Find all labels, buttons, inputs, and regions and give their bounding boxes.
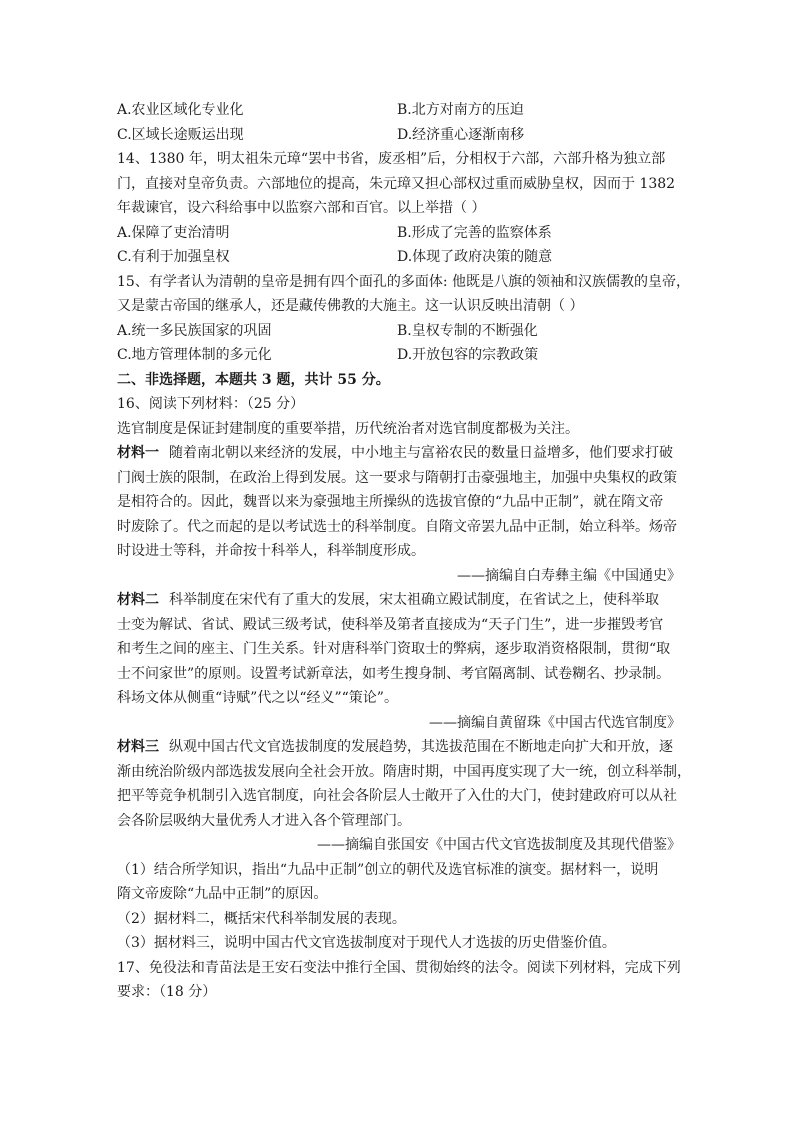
material-2-label: 材料二 <box>117 592 159 608</box>
q14-stem-line-3: 年裁谏官，设六科给事中以监察六部和百官。以上举措（ ） <box>117 200 486 216</box>
material-1-line-1 <box>117 441 681 466</box>
q15-stem-line-2: 又是蒙古帝国的继承人，还是藏传佛教的大施主。这一认识反映出清朝（ ） <box>117 298 584 314</box>
q15-options-row-1 <box>117 319 681 344</box>
material-3-label: 材料三 <box>117 739 159 755</box>
q16-intro: 16、阅读下列材料：（25 分） <box>117 396 305 412</box>
material-2-line-4: 士不问家世”的原则。设置考试新章法，如考生搜身制、考官隔离制、试卷糊名、抄录制。 <box>117 665 671 682</box>
material-2-line-2: 士变为解试、省试、殿试三级考试，使科举及第者直接成为“天子门生”，进一步摧毁考官 <box>117 616 664 633</box>
material-1-line-5: 时设进士等科，并命按十科举人，科举制度形成。 <box>117 543 425 559</box>
material-2-source: ——摘编自黄留珠《中国古代选官制度》 <box>429 714 681 731</box>
material-3-line-4: 会各阶层吸纳大量优秀人才进入各个管理部门。 <box>117 812 411 829</box>
q17-stem-line-1: 17、免役法和青苗法是王安石变法中推行全国、贯彻始终的法令。阅读下列材料，完成下列 <box>117 959 681 976</box>
material-1-line-2: 门阀士族的限制，在政治上得到发展。这一要求与隋朝打击豪强地主，加强中央集权的政策 <box>117 469 677 486</box>
material-3-line-2: 渐由统治阶级内部选拔发展向全社会开放。隋唐时期，中国再度实现了大一统，创立科举制， <box>117 763 691 780</box>
q16-question-1-line-2: 隋文帝废除“九品中正制”的原因。 <box>117 886 328 902</box>
q16-question-1-line-1: （1）结合所学知识，指出“九品中正制”创立的朝代及选官标准的演变。据材料一，说明 <box>117 861 659 878</box>
q15-option-b: B.皇权专制的不断强化 <box>397 322 538 339</box>
q13-option-b: B.北方对南方的压迫 <box>397 102 524 118</box>
exam-page <box>117 98 691 1005</box>
q14-options-row-2 <box>117 245 681 270</box>
material-2-line-3: 和考生之间的座主、门生关系。针对唐科举门资取士的弊病，逐步取消资格限制，贯彻“取 <box>117 641 671 657</box>
q14-options-row-1 <box>117 221 681 246</box>
q13-option-c: C.区域长途贩运出现 <box>117 126 244 143</box>
material-1-source: ——摘编自白寿彝主编《中国通史》 <box>457 567 681 584</box>
material-1-line-4: 时废除了。代之而起的是以考试选士的科举制度。自隋文帝罢九品中正制，始立科举。炀帝 <box>117 518 677 535</box>
q15-options-row-2 <box>117 343 681 368</box>
material-3-source: ——摘编自张国安《中国古代文官选拔制度及其现代借鉴》 <box>317 837 681 853</box>
q15-stem-line-1: 15、有学者认为清朝的皇帝是拥有四个面孔的多面体: 他既是八旗的领袖和汉族儒教的皇帝， <box>117 273 690 290</box>
q13-options-row-1 <box>117 98 681 123</box>
q14-option-c: C.有利于加强皇权 <box>117 249 230 265</box>
q14-stem-line-1: 14、1380 年，明太祖朱元璋“罢中书省，废丞相”后，分相权于六部，六部升格为独立部 <box>117 151 666 167</box>
q14-stem-line-2: 门，直接对皇帝负责。六部地位的提高，朱元璋又担心部权过重而威胁皇权，因而于 1382 <box>117 175 676 192</box>
q15-option-d: D.开放包容的宗教政策 <box>397 347 539 363</box>
q16-question-3: （3）据材料三，说明中国古代文官选拔制度对于现代人才选拔的历史借鉴价值。 <box>117 935 616 951</box>
q14-option-a: A.保障了吏治清明 <box>117 224 230 241</box>
material-3-text: 纵观中国古代文官选拔制度的发展趋势，其选拔范围在不断地走向扩大和开放，逐 <box>169 739 673 755</box>
q14-option-b: B.形成了完善的监察体系 <box>397 224 552 241</box>
q16-lead: 选官制度是保证封建制度的重要举措，历代统治者对选官制度都极为关注。 <box>117 420 579 437</box>
material-3-line-3: 把平等竞争机制引入选官制度，向社会各阶层人士敞开了入仕的大门，使封建政府可以从社 <box>117 788 677 804</box>
section-2-title: 二、非选择题，本题共 3 题，共计 55 分。 <box>117 371 390 388</box>
material-2-line-5: 科场文体从侧重“诗赋”代之以“经义”“策论”。 <box>117 690 398 706</box>
q15-option-c: C.地方管理体制的多元化 <box>117 347 272 363</box>
material-1-label: 材料一 <box>117 445 159 461</box>
q13-option-d: D.经济重心逐渐南移 <box>397 126 525 143</box>
q17-stem-line-2: 要求：（18 分） <box>117 984 217 1000</box>
material-3-line-1 <box>117 735 681 760</box>
q15-option-a: A.统一多民族国家的巩固 <box>117 322 272 339</box>
material-2-text: 科举制度在宋代有了重大的发展，宋太祖确立殿试制度，在省试之上，使科举取 <box>169 592 659 608</box>
material-1-text: 随着南北朝以来经济的发展，中小地主与富裕农民的数量日益增多，他们要求打破 <box>169 445 673 461</box>
material-2-line-1 <box>117 588 681 613</box>
material-1-line-3: 是相符合的。因此，魏晋以来为豪强地主所操纵的选拔官僚的“九品中正制”，就在隋文帝 <box>117 494 664 510</box>
q13-options-row-2 <box>117 123 681 148</box>
q16-question-2: （2）据材料二，概括宋代科举制发展的表现。 <box>117 910 406 927</box>
q14-option-d: D.体现了政府决策的随意 <box>397 249 553 265</box>
q13-option-a: A.农业区域化专业化 <box>117 102 244 118</box>
